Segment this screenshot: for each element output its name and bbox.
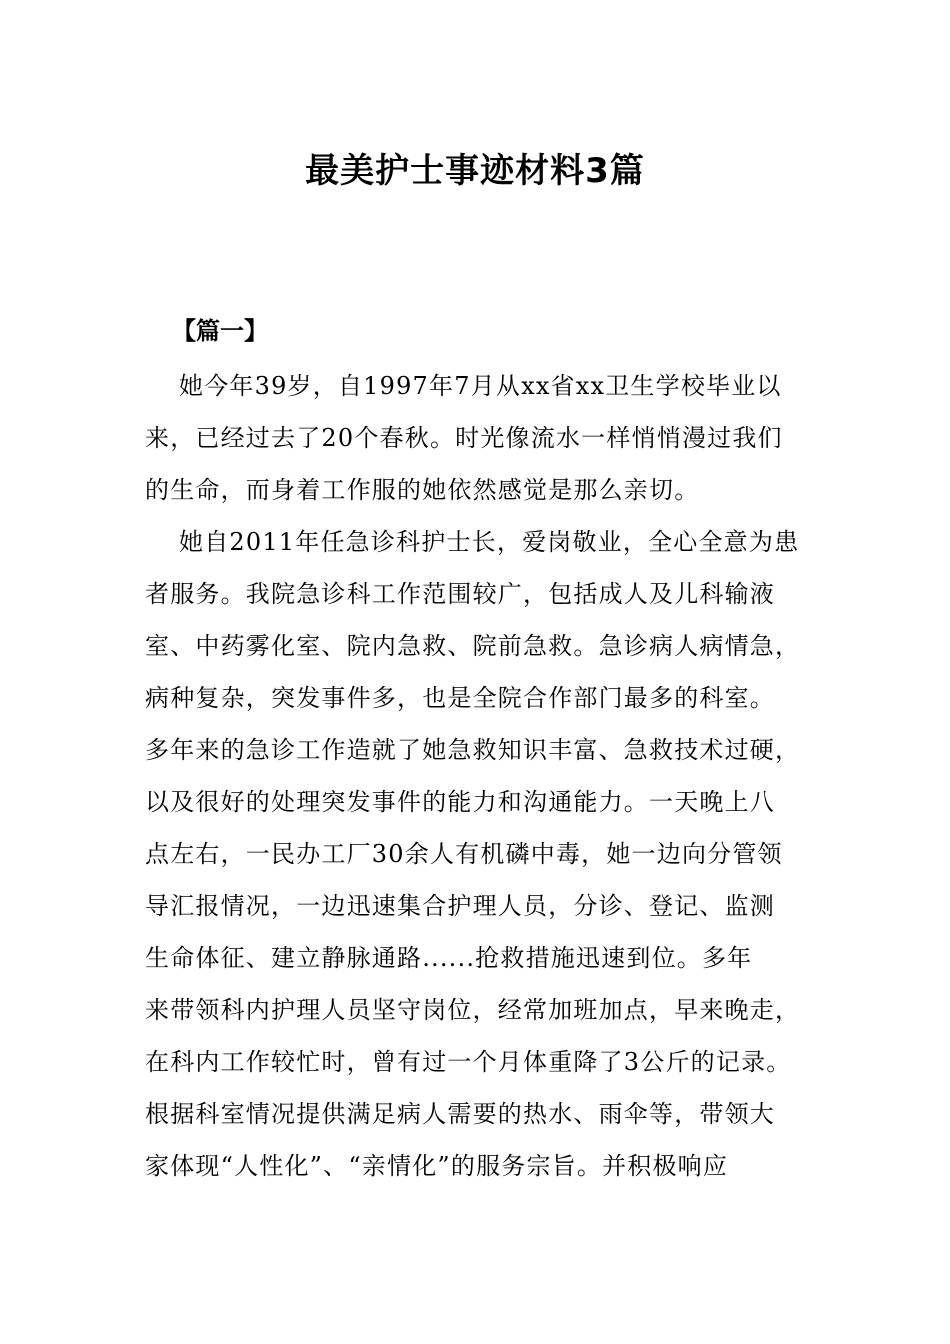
paragraph-line: 多年来的急诊工作造就了她急救知识丰富、急救技术过硬， — [145, 736, 801, 764]
paragraph-line: 导汇报情况，一边迅速集合护理人员，分诊、登记、监测 — [145, 892, 775, 920]
paragraph-line: 室、中药雾化室、院内急救、院前急救。急诊病人病情急， — [145, 632, 801, 660]
paragraph-line: 病种复杂，突发事件多，也是全院合作部门最多的科室。 — [145, 684, 775, 712]
paragraph-1 — [145, 360, 805, 516]
paragraph-2 — [145, 516, 805, 1192]
paragraph-line: 在科内工作较忙时，曾有过一个月体重降了3公斤的记录。 — [145, 1048, 792, 1076]
paragraph-line: 来带领科内护理人员坚守岗位，经常加班加点，早来晚走， — [145, 996, 801, 1024]
paragraph-line: 生命体征、建立静脉通路......抢救措施迅速到位。多年 — [145, 944, 753, 972]
paragraph-line: 她今年39岁，自1997年7月从xx省xx卫生学校毕业以 — [179, 372, 782, 400]
paragraph-line: 来，已经过去了20个春秋。时光像流水一样悄悄漫过我们 — [145, 424, 783, 452]
paragraph-line: 家体现“人性化”、“亲情化”的服务宗旨。并积极响应 — [145, 1152, 729, 1180]
paragraph-line: 者服务。我院急诊科工作范围较广，包括成人及儿科输液 — [145, 580, 775, 608]
paragraph-line: 的生命，而身着工作服的她依然感觉是那么亲切。 — [145, 476, 700, 504]
document-title: 最美护士事迹材料3篇 — [305, 151, 645, 191]
paragraph-line: 点左右，一民办工厂30余人有机磷中毒，她一边向分管领 — [145, 840, 783, 868]
paragraph-line: 以及很好的处理突发事件的能力和沟通能力。一天晚上八 — [145, 788, 775, 816]
paragraph-line: 她自2011年任急诊科护士长，爱岗敬业，全心全意为患 — [179, 528, 800, 556]
section-heading: 【篇一】 — [172, 316, 268, 345]
paragraph-line: 根据科室情况提供满足病人需要的热水、雨伞等，带领大 — [145, 1100, 775, 1128]
